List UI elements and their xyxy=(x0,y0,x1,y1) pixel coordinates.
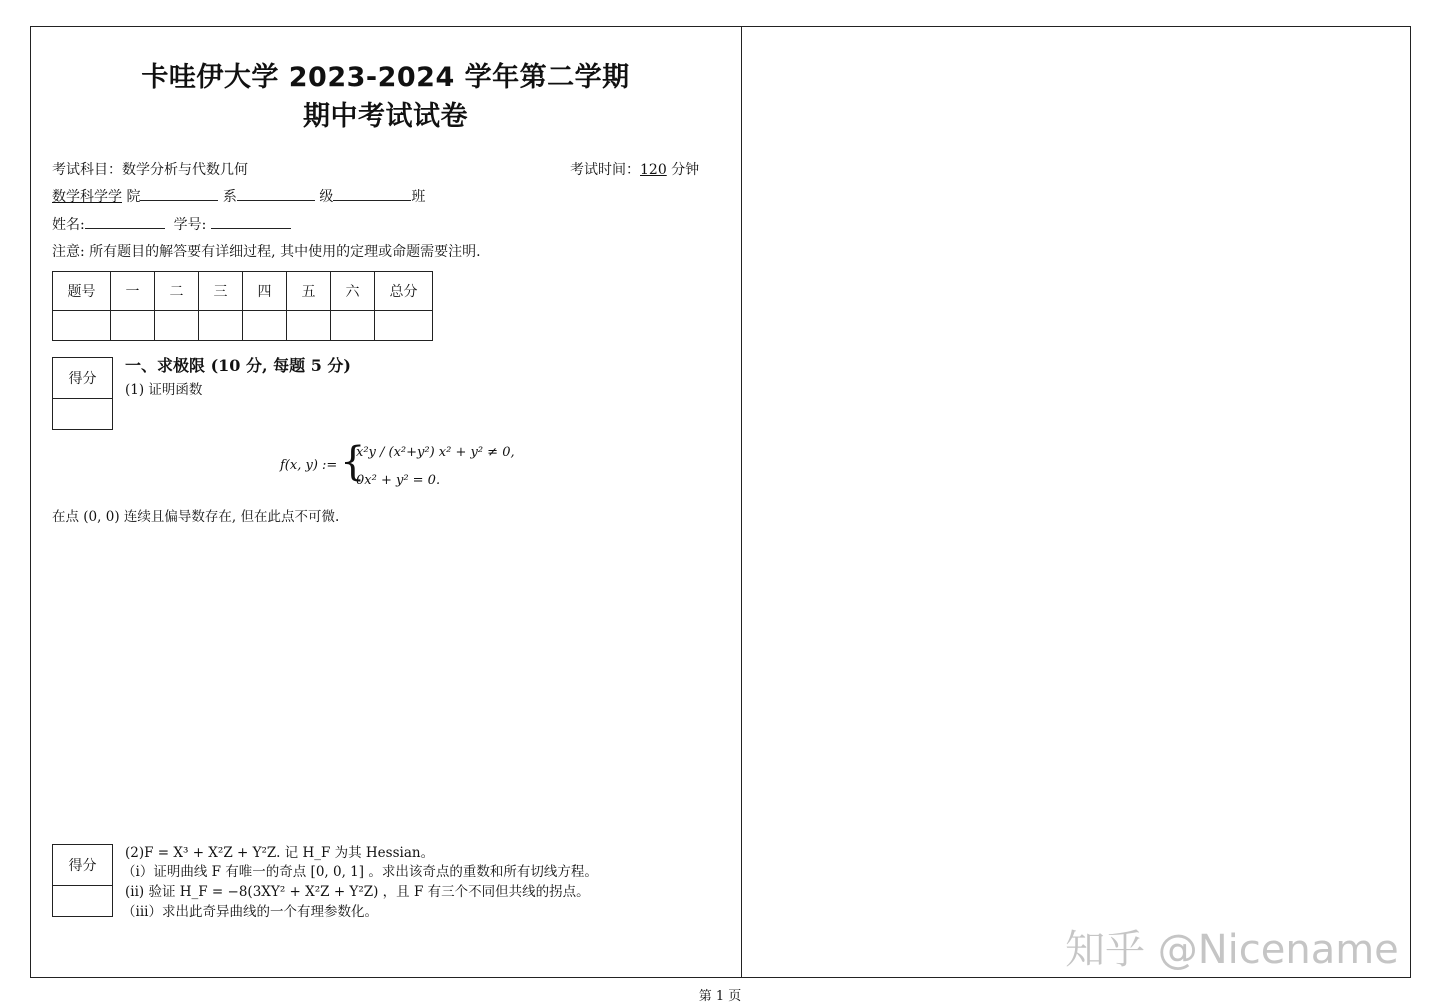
score-header-cell: 题号 xyxy=(53,272,111,311)
formula-case1: x²y / (x²+y²) x² + y² ≠ 0, xyxy=(356,445,515,460)
score-header-cell: 五 xyxy=(287,272,331,311)
score-header-cell: 四 xyxy=(243,272,287,311)
score-header-cell: 一 xyxy=(111,272,155,311)
exam-title-line2: 期中考试试卷 xyxy=(303,101,468,132)
defen-label: 得分 xyxy=(53,845,113,886)
grade-label: 级 xyxy=(319,189,334,205)
page-divider xyxy=(741,26,742,978)
q2-line1: (2)F = X³ + X²Z + Y²Z. 记 H_F 为其 Hessian。 xyxy=(125,845,435,861)
time-label: 考试时间： xyxy=(570,162,640,178)
dept-label: 系 xyxy=(222,189,237,205)
score-header-cell: 二 xyxy=(155,272,199,311)
score-value-cell[interactable] xyxy=(155,311,199,341)
time-value: 120 xyxy=(640,162,667,178)
formula-brace: { xyxy=(340,439,366,485)
id-blank[interactable] xyxy=(211,215,291,229)
formula-case2: 0x² + y² = 0. xyxy=(356,473,441,488)
score-header-cell: 三 xyxy=(199,272,243,311)
name-line xyxy=(52,214,291,234)
class-blank[interactable] xyxy=(333,187,411,201)
dept-blank[interactable] xyxy=(140,187,218,201)
class-label: 班 xyxy=(411,189,426,205)
score-value-cell[interactable] xyxy=(243,311,287,341)
subject-value: 数学分析与代数几何 xyxy=(122,162,248,178)
notice: 注意: 所有题目的解答要有详细过程, 其中使用的定理或命题需要注明. xyxy=(52,244,481,260)
score-value-cell[interactable] xyxy=(111,311,155,341)
subject-label: 考试科目： xyxy=(52,162,122,178)
school-line xyxy=(52,186,425,206)
score-header-cell: 总分 xyxy=(375,272,433,311)
defen-value[interactable] xyxy=(53,886,113,917)
name-blank[interactable] xyxy=(85,215,165,229)
grade-blank[interactable] xyxy=(237,187,315,201)
time-line xyxy=(570,159,699,179)
score-value-cell[interactable] xyxy=(53,311,111,341)
score-table-value-row xyxy=(53,311,433,341)
defen-value[interactable] xyxy=(53,399,113,430)
watermark: 知乎 @Nicename xyxy=(1065,927,1399,973)
score-value-cell[interactable] xyxy=(199,311,243,341)
score-value-cell[interactable] xyxy=(331,311,375,341)
q2-line4: （iii）求出此奇异曲线的一个有理参数化。 xyxy=(122,904,378,920)
school-value: 数学科学学 xyxy=(52,189,122,205)
score-value-cell[interactable] xyxy=(287,311,331,341)
name-label: 姓名: xyxy=(52,217,85,233)
score-table xyxy=(52,271,433,341)
defen-box-2 xyxy=(52,844,113,917)
formula-lhs: f(x, y) := xyxy=(280,458,338,473)
section1-title: 一、求极限 (10 分, 每题 5 分) xyxy=(125,356,351,375)
q2-line2: （i）证明曲线 F 有唯一的奇点 [0, 0, 1] 。求出该奇点的重数和所有切线方程。 xyxy=(122,864,598,880)
score-value-cell[interactable] xyxy=(375,311,433,341)
subject-line xyxy=(52,159,248,179)
id-label: 学号: xyxy=(173,217,207,233)
defen-box-1 xyxy=(52,357,113,430)
score-table-header-row xyxy=(53,272,433,311)
q1-conclusion: 在点 (0, 0) 连续且偏导数存在, 但在此点不可微. xyxy=(52,509,340,525)
time-unit: 分钟 xyxy=(671,162,700,178)
exam-title-line1: 卡哇伊大学 2023-2024 学年第二学期 xyxy=(141,62,630,93)
score-header-cell: 六 xyxy=(331,272,375,311)
q1-intro: (1) 证明函数 xyxy=(125,382,203,398)
school-suffix: 院 xyxy=(126,189,141,205)
page-footer: 第 1 页 xyxy=(698,989,742,1004)
defen-label: 得分 xyxy=(53,358,113,399)
q2-line3: (ii) 验证 H_F = −8(3XY² + X²Z + Y²Z) ，且 F 有三个不同但共线的拐点。 xyxy=(125,884,590,900)
